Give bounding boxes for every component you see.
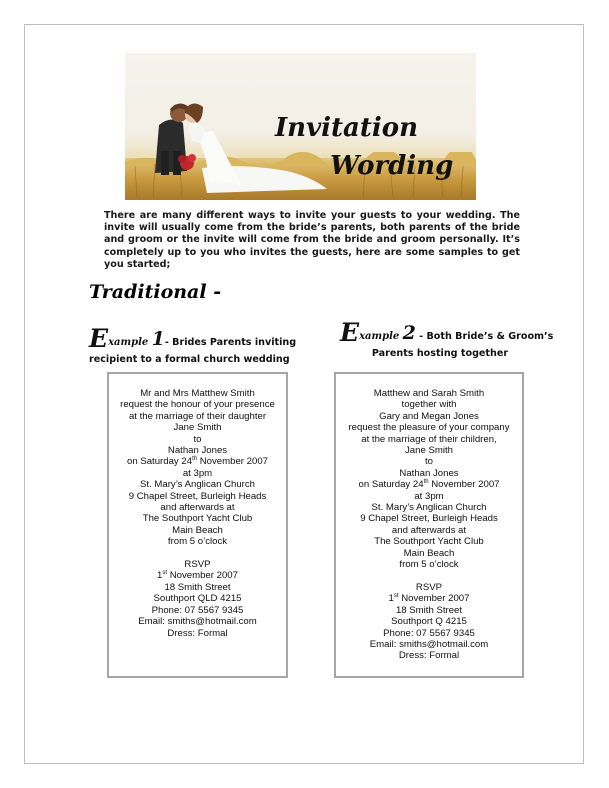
- ex2-line: together with: [401, 399, 457, 411]
- banner-title-line2: Wording: [330, 151, 454, 181]
- ex1-date-sup: th: [192, 456, 198, 463]
- ex2-line: Main Beach: [403, 547, 455, 559]
- ex1-line: The Southport Yacht Club: [142, 513, 253, 525]
- ex1-line: to: [193, 433, 202, 445]
- ex2-line: at the marriage of their children,: [361, 433, 497, 445]
- ex1-rsvp-date: [109, 570, 286, 581]
- ex2-line: and afterwards at: [391, 524, 467, 536]
- example1-number: 1: [151, 328, 165, 350]
- ex2-line: 9 Chapel Street, Burleigh Heads: [360, 513, 498, 525]
- ex1-line: Main Beach: [172, 524, 223, 536]
- ex2-rsvp: RSVP: [415, 581, 443, 593]
- ex2-line: Matthew and Sarah Smith: [373, 388, 485, 399]
- example2-number: 2: [402, 322, 416, 344]
- ex2-line: Email: smiths@hotmail.com: [369, 638, 489, 650]
- ex1-date-prefix: on Saturday 24: [126, 456, 193, 468]
- example1-desc-line2: recipient to a formal church wedding: [89, 354, 290, 365]
- ex2-rsvp-date-sup: st: [393, 593, 399, 600]
- banner-title-line1: Invitation: [275, 113, 419, 143]
- ex1-line: request the honour of your presence: [120, 399, 275, 411]
- ex1-line: Nathan Jones: [167, 445, 228, 457]
- ex1-rsvp: RSVP: [184, 559, 211, 571]
- ex1-line: at 3pm: [182, 467, 213, 479]
- example2-word: xample: [359, 331, 400, 342]
- ex2-line: The Southport Yacht Club: [374, 536, 484, 548]
- ex2-date-suffix: November 2007: [428, 479, 500, 491]
- example1-desc-line1: - Brides Parents inviting: [164, 337, 297, 348]
- ex1-date-line: [109, 456, 286, 467]
- ex2-date-line: [336, 479, 522, 490]
- ex2-line: to: [424, 456, 433, 468]
- ex2-line: Phone: 07 5567 9345: [383, 627, 475, 639]
- ex2-line: Gary and Megan Jones: [379, 410, 479, 422]
- ex1-line: at the marriage of their daughter: [128, 410, 267, 422]
- ex1-line: Mr and Mrs Matthew Smith: [140, 388, 255, 399]
- ex2-line: 18 Smith Street: [395, 604, 463, 616]
- ex1-line: Southport QLD 4215: [153, 593, 242, 605]
- ex2-date-prefix: on Saturday 24: [358, 479, 424, 491]
- intro-paragraph: There are many different ways to invite your guests to your wedding. The invite will usually come from the bride’s parents, both parents of the bride and groom or the invite will come from the bride and groom personally. It’s completely up to you who invites the guests, here are some samples to get you started;: [104, 210, 520, 270]
- example1-initial: E: [89, 324, 109, 353]
- example2-initial: E: [340, 318, 360, 347]
- example1-word: xample: [108, 337, 149, 348]
- wedding-banner-image: [125, 53, 476, 200]
- ex2-date-sup: th: [423, 479, 429, 486]
- example2-desc-line2: Parents hosting together: [371, 348, 509, 359]
- ex1-date-suffix: November 2007: [197, 456, 269, 468]
- section-heading-traditional: Traditional -: [89, 281, 222, 303]
- ex2-rsvp-date: [336, 593, 522, 604]
- ex2-line: Nathan Jones: [399, 467, 459, 479]
- ex1-line: Jane Smith: [173, 422, 222, 434]
- example2-desc-line1: - Both Bride’s & Groom’s: [415, 331, 554, 342]
- ex2-rsvp-date-prefix: 1: [388, 593, 394, 605]
- ex1-rsvp-date-prefix: 1: [157, 570, 163, 582]
- ex1-line: St. Mary’s Anglican Church: [140, 479, 255, 491]
- couple-photo-graphic: [147, 93, 337, 198]
- ex1-line: 9 Chapel Street, Burleigh Heads: [128, 490, 267, 502]
- ex2-line: request the pleasure of your company: [348, 422, 510, 434]
- spacer: [336, 571, 522, 582]
- ex1-line: and afterwards at: [160, 502, 235, 514]
- example2-invitation-box: [334, 372, 524, 678]
- example1-invitation-box: [107, 372, 288, 678]
- ex1-line: Dress: Formal: [167, 627, 228, 639]
- ex1-rsvp-date-suffix: November 2007: [167, 570, 238, 582]
- ex2-line: Jane Smith: [405, 445, 453, 457]
- ex1-rsvp-date-sup: st: [162, 570, 168, 577]
- example2-heading: [340, 318, 554, 360]
- spacer: [109, 548, 286, 559]
- ex1-line: Email: smiths@hotmail.com: [138, 616, 257, 628]
- example1-heading: [89, 324, 297, 366]
- ex2-line: from 5 o’clock: [399, 559, 459, 571]
- ex1-line: 18 Smith Street: [164, 581, 231, 593]
- ex1-line: Phone: 07 5567 9345: [151, 604, 244, 616]
- ex2-line: Southport Q 4215: [391, 616, 467, 628]
- ex1-line: from 5 o’clock: [167, 536, 228, 548]
- ex2-rsvp-date-suffix: November 2007: [398, 593, 470, 605]
- ex2-line: St. Mary’s Anglican Church: [371, 502, 487, 514]
- ex2-line: at 3pm: [414, 490, 444, 502]
- ex2-line: Dress: Formal: [398, 650, 460, 662]
